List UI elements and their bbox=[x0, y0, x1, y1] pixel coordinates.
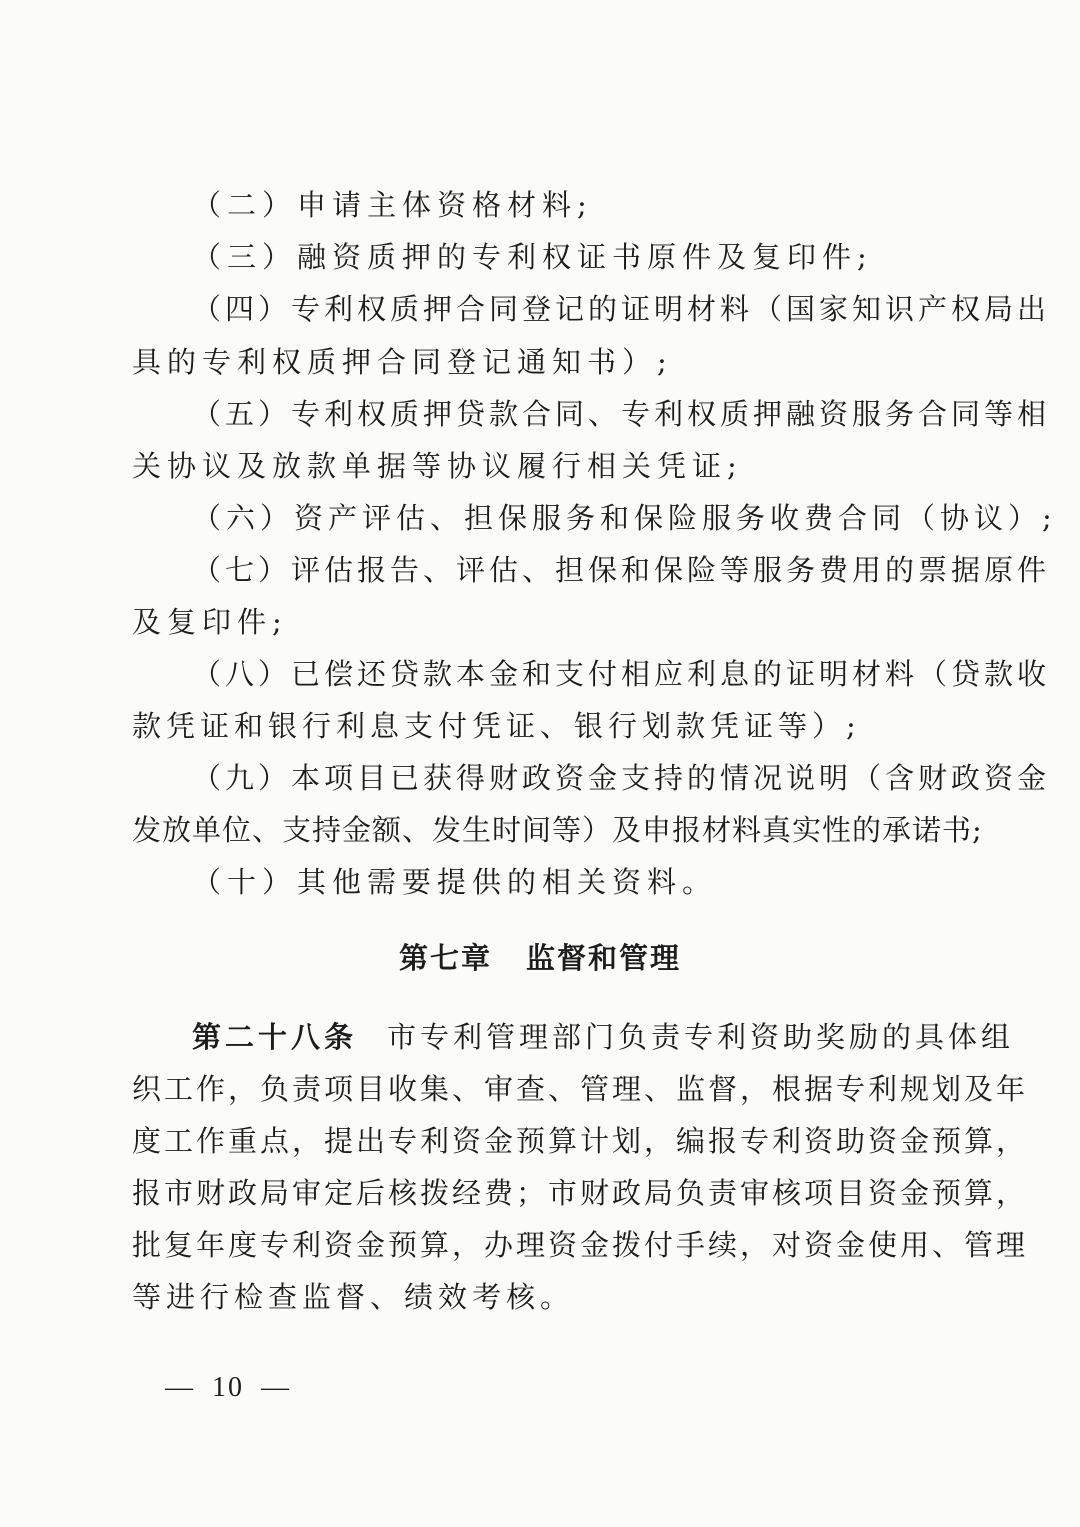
list-item: （七）评估报告、评估、担保和保险等服务费用的票据原件 bbox=[192, 553, 1051, 587]
article-text-line: 市专利管理部门负责专利资助奖励的具体组 bbox=[387, 1020, 1015, 1054]
article-first-line bbox=[192, 1019, 1014, 1055]
chapter-heading bbox=[0, 940, 1080, 976]
list-item: 及复印件; bbox=[132, 605, 288, 639]
list-item: 关协议及放款单据等协议履行相关凭证; bbox=[132, 449, 743, 483]
list-item: 具的专利权质押合同登记通知书）; bbox=[132, 345, 673, 379]
list-item: （八）已偿还贷款本金和支付相应利息的证明材料（贷款收 bbox=[192, 657, 1051, 691]
page-number: 10 bbox=[212, 1372, 244, 1403]
list-item: （四）专利权质押合同登记的证明材料（国家知识产权局出 bbox=[192, 292, 1051, 326]
list-item: 发放单位、支持金额、发生时间等）及申报材料真实性的承诺书; bbox=[132, 813, 983, 847]
article-text-line: 度工作重点，提出专利资金预算计划，编报专利资助资金预算， bbox=[132, 1124, 1029, 1158]
article-text-line: 织工作，负责项目收集、审查、管理、监督，根据专利规划及年 bbox=[132, 1072, 1029, 1106]
chapter-title: 监督和管理 bbox=[526, 941, 682, 975]
list-item: （十）其他需要提供的相关资料。 bbox=[192, 865, 718, 899]
list-item: （六）资产评估、担保服务和保险服务收费合同（协议）; bbox=[192, 501, 1057, 535]
list-item: （九）本项目已获得财政资金支持的情况说明（含财政资金 bbox=[192, 761, 1051, 795]
list-item: （五）专利权质押贷款合同、专利权质押融资服务合同等相 bbox=[192, 397, 1051, 431]
list-item: 款凭证和银行利息支付凭证、银行划款凭证等）; bbox=[132, 709, 861, 743]
chapter-number: 第七章 bbox=[398, 941, 492, 975]
footer-dash-left: — bbox=[165, 1372, 195, 1403]
footer-dash-right: — bbox=[261, 1372, 291, 1403]
article-text-line: 批复年度专利资金预算，办理资金拨付手续，对资金使用、管理 bbox=[132, 1228, 1029, 1262]
article-title: 第二十八条 bbox=[192, 1020, 358, 1054]
list-item: （三）融资质押的专利权证书原件及复印件; bbox=[192, 240, 873, 274]
article-text-line: 报市财政局审定后核拨经费；市财政局负责审核项目资金预算， bbox=[132, 1176, 1029, 1210]
page-number-footer bbox=[160, 1370, 296, 1406]
article-text-line: 等进行检查监督、绩效考核。 bbox=[132, 1280, 575, 1314]
list-item: （二）申请主体资格材料; bbox=[192, 188, 593, 222]
